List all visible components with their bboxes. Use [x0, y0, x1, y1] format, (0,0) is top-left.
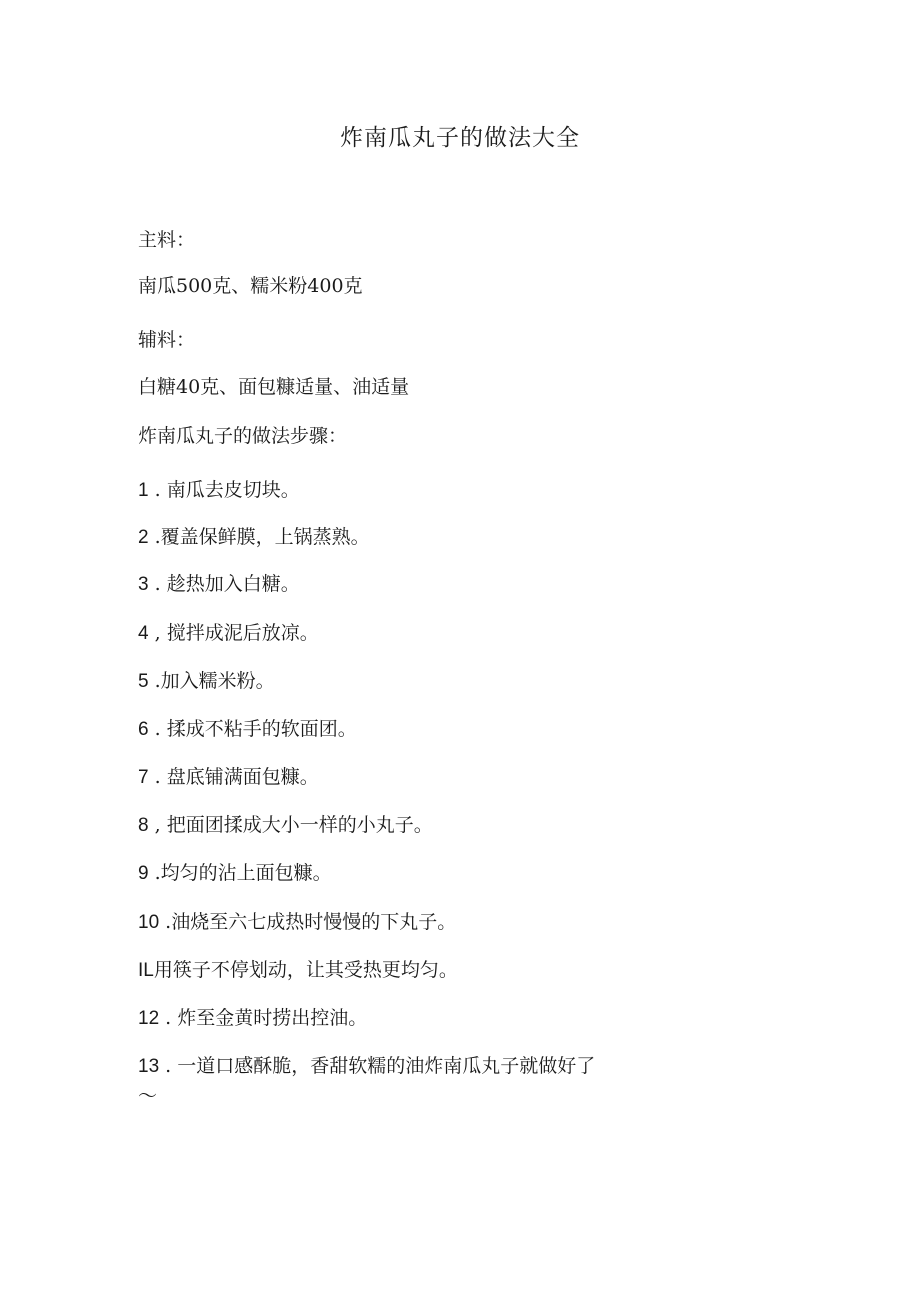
- step-number: 13: [138, 1056, 160, 1077]
- step-number: 5: [138, 671, 149, 692]
- step-item: [138, 908, 778, 937]
- step-item: [138, 763, 778, 792]
- steps-heading: 炸南瓜丸子的做法步骤：: [138, 425, 348, 447]
- step-number: 7: [138, 767, 149, 788]
- aux-ingredients-label: 辅料：: [138, 329, 196, 351]
- step-number: 2: [138, 527, 149, 548]
- step-number: 4: [138, 623, 149, 644]
- step-text: 用筷子不停划动，让其受热更均匀。: [153, 959, 458, 981]
- step-number: 9: [138, 863, 149, 884]
- step-number: IL: [138, 960, 154, 981]
- step-text: , 把面团揉成大小一样的小丸子。: [148, 814, 433, 836]
- main-ingredients-label: 主料：: [138, 229, 196, 251]
- step-text: . 揉成不粘手的软面团。: [148, 718, 357, 740]
- step-item: [138, 715, 778, 744]
- step-number: 1: [138, 480, 149, 501]
- step-number: 12: [138, 1008, 160, 1029]
- step-item: [138, 476, 778, 505]
- step-text: . 趁热加入白糖。: [148, 573, 300, 595]
- step-text: . 盘底铺满面包糠。: [148, 766, 319, 788]
- step-continuation: ～: [138, 1085, 158, 1107]
- step-number: 6: [138, 719, 149, 740]
- step-text: .覆盖保鲜膜，上锅蒸熟。: [148, 526, 370, 548]
- step-item: [138, 570, 778, 599]
- step-item: [138, 859, 778, 888]
- step-item: [138, 1052, 778, 1081]
- main-ingredients-text: 南瓜500克、糯米粉400克: [138, 275, 363, 297]
- step-text: . 炸至金黄时捞出控油。: [159, 1007, 368, 1029]
- step-item: [138, 523, 778, 552]
- step-text: . 南瓜去皮切块。: [148, 479, 300, 501]
- page-title: 炸南瓜丸子的做法大全: [340, 125, 580, 151]
- step-number: 10: [138, 912, 160, 933]
- step-text: , 搅拌成泥后放凉。: [148, 622, 319, 644]
- step-item: [138, 1004, 778, 1033]
- step-number: 3: [138, 574, 149, 595]
- step-item: [138, 667, 778, 696]
- step-text: .均匀的沾上面包糠。: [148, 862, 332, 884]
- step-text: . 一道口感酥脆，香甜软糯的油炸南瓜丸子就做好了: [159, 1055, 596, 1077]
- step-item: [138, 956, 778, 985]
- step-text: .油烧至六七成热时慢慢的下丸子。: [159, 911, 457, 933]
- step-item: [138, 619, 778, 648]
- aux-ingredients-text: 白糖40克、面包糠适量、油适量: [138, 376, 410, 398]
- step-item: [138, 811, 778, 840]
- step-text: .加入糯米粉。: [148, 670, 275, 692]
- step-number: 8: [138, 815, 149, 836]
